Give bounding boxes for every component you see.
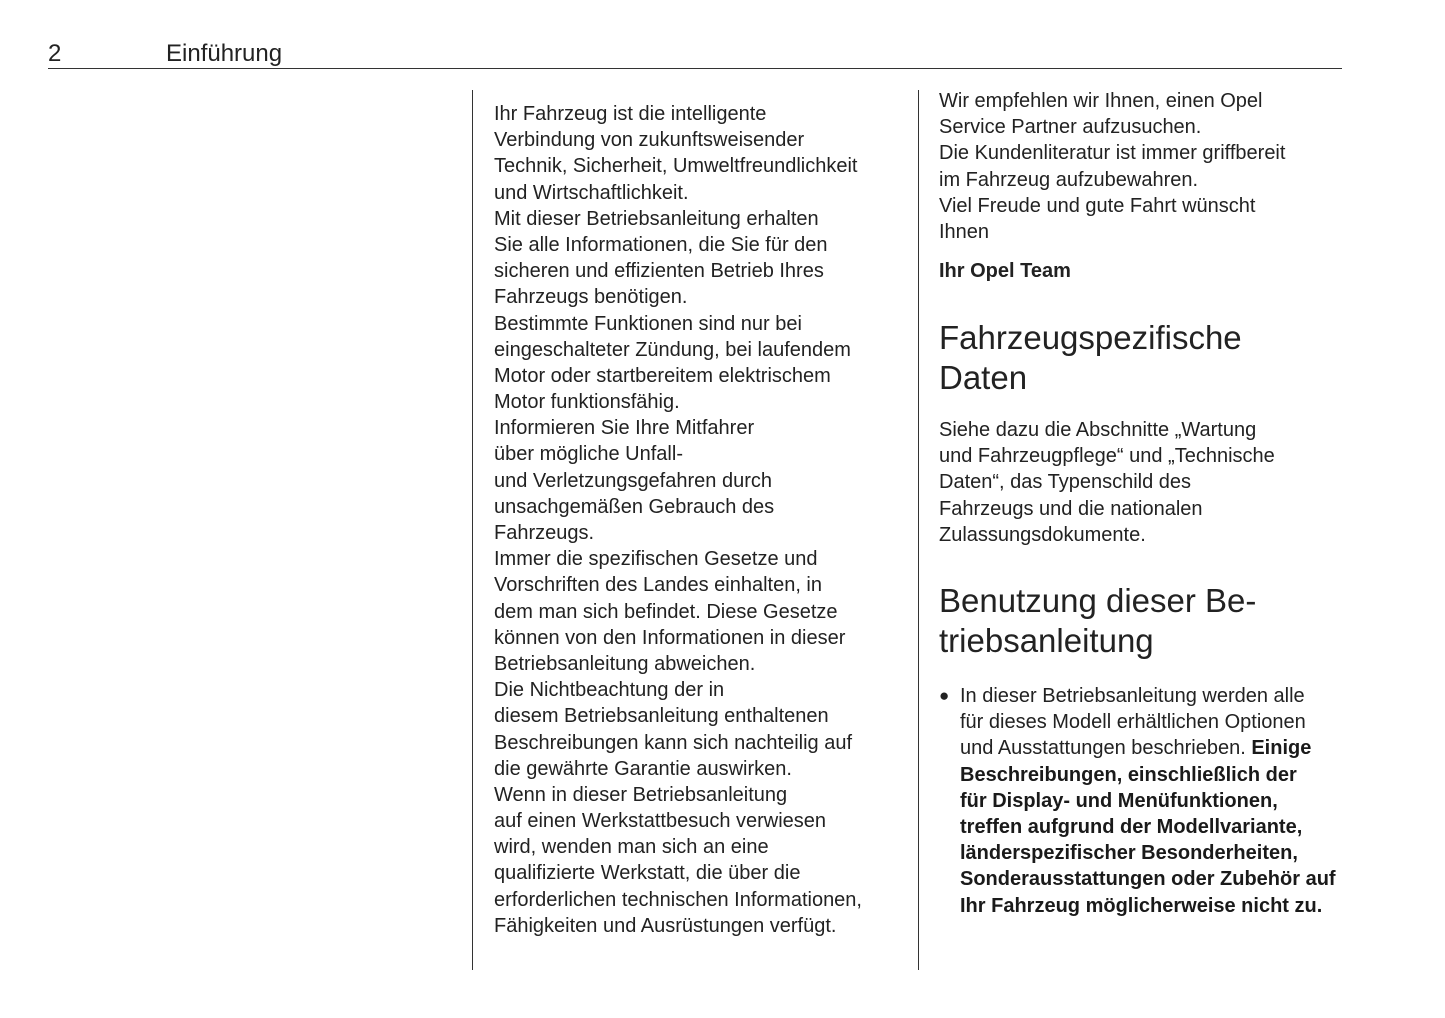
text-line: Mit dieser Betriebsanleitung erhalten — [494, 207, 819, 230]
text-line: Immer die spezifischen Gesetze und — [494, 548, 818, 571]
text-line: Ihr Fahrzeug ist die intelligente — [494, 103, 767, 125]
text-line: Fahrzeugs benötigen. — [494, 286, 688, 309]
chapter-title: Einführung — [166, 40, 283, 67]
text-line: erforderlichen technischen Informationen, — [494, 888, 862, 911]
bullet-line-text: und Ausstattungen beschrieben. — [960, 737, 1252, 760]
text-line: Ihr Opel Team — [939, 260, 1071, 282]
text-line: auf einen Werkstattbesuch verwiesen — [494, 810, 827, 833]
text-line: Fahrzeugspezifische — [939, 319, 1242, 356]
text-line: Viel Freude und gute Fahrt wünscht — [939, 194, 1256, 217]
text-line: Sonderausstattungen oder Zubehör auf — [960, 868, 1336, 891]
bullet-line: In dieser Betriebsanleitung werden alle — [960, 685, 1305, 707]
text-line: treffen aufgrund der Modellvariante, — [960, 815, 1303, 838]
text-line: Vorschriften des Landes einhalten, in — [494, 574, 822, 597]
bullet-bold-lines — [960, 762, 1336, 919]
text-line: Service Partner aufzusuchen. — [939, 116, 1202, 139]
text-line: Die Nichtbeachtung der in — [494, 679, 725, 702]
text-line: triebsanleitung — [939, 622, 1154, 659]
text-line: dem man sich befindet. Diese Gesetze — [494, 600, 838, 623]
vehicle-data-text — [939, 417, 1275, 548]
text-line: Beschreibungen kann sich nachteilig auf — [494, 731, 853, 754]
text-line: Motor oder startbereitem elektrischem — [494, 364, 831, 387]
text-line: qualifizierte Werkstatt, die über die — [494, 862, 801, 885]
bullet-line: für dieses Modell erhältlichen Optionen — [960, 711, 1306, 734]
text-line: unsachgemäßen Gebrauch des — [494, 495, 775, 518]
text-line: Wenn in dieser Betriebsanleitung — [494, 783, 788, 806]
text-line: über mögliche Unfall- — [494, 443, 683, 466]
text-line: Verbindung von zukunftsweisender — [494, 129, 805, 152]
text-line: und Verletzungsgefahren durch — [494, 469, 772, 492]
text-line: wird, wenden man sich an eine — [494, 836, 769, 859]
bullet-icon: ● — [939, 686, 950, 705]
recommendation-text — [939, 88, 1285, 245]
text-line: Motor funktionsfähig. — [494, 391, 680, 414]
text-line: diesem Betriebsanleitung enthaltenen — [494, 705, 829, 728]
text-line: für Display- und Menüfunktionen, — [960, 789, 1278, 812]
signature — [939, 258, 1071, 284]
text-line: sicheren und effizienten Betrieb Ihres — [494, 260, 824, 283]
text-line: Sie alle Informationen, die Sie für den — [494, 233, 828, 256]
text-line: Ihr Fahrzeug möglicherweise nicht zu. — [960, 894, 1323, 917]
text-line: Technik, Sicherheit, Umweltfreundlichkeit — [494, 155, 858, 178]
text-line: eingeschalteter Zündung, bei laufendem — [494, 338, 851, 361]
text-line: Die Kundenliteratur ist immer griffbereit — [939, 142, 1286, 165]
text-line: Bestimmte Funktionen sind nur bei — [494, 312, 802, 335]
heading-vehicle-data — [939, 318, 1242, 398]
heading-manual-usage — [939, 581, 1256, 661]
text-line: Wir empfehlen wir Ihnen, einen Opel — [939, 90, 1263, 112]
text-line: und Wirtschaftlichkeit. — [494, 181, 689, 204]
column-divider-right — [918, 90, 919, 970]
text-line: länderspezifischer Besonderheiten, — [960, 842, 1298, 865]
text-line: Fähigkeiten und Ausrüstungen verfügt. — [494, 914, 837, 937]
text-line: Daten“, das Typenschild des — [939, 471, 1192, 494]
page-number: 2 — [48, 40, 62, 67]
text-line: im Fahrzeug aufzubewahren. — [939, 168, 1199, 191]
text-line: Informieren Sie Ihre Mitfahrer — [494, 417, 755, 440]
text-line: Siehe dazu die Abschnitte „Wartung — [939, 419, 1257, 441]
text-line: die gewährte Garantie auswirken. — [494, 757, 792, 780]
bullet-line — [960, 735, 1336, 761]
text-line: Daten — [939, 359, 1028, 396]
text-line: Fahrzeugs. — [494, 522, 595, 544]
text-line: Zulassungsdokumente. — [939, 523, 1146, 546]
text-line: Benutzung dieser Be- — [939, 582, 1257, 619]
text-line: und Fahrzeugpflege“ und „Technische — [939, 445, 1275, 468]
text-line: Beschreibungen, einschließlich der — [960, 763, 1297, 786]
intro-text — [494, 101, 862, 939]
text-line: Ihnen — [939, 220, 990, 243]
text-line: Fahrzeugs und die nationalen — [939, 497, 1203, 520]
text-line: Betriebsanleitung abweichen. — [494, 652, 756, 675]
header-rule — [48, 68, 1342, 69]
text-line: können von den Informationen in dieser — [494, 626, 846, 649]
bullet-bold-text: Einige — [1251, 737, 1312, 760]
column-divider-left — [472, 90, 473, 970]
